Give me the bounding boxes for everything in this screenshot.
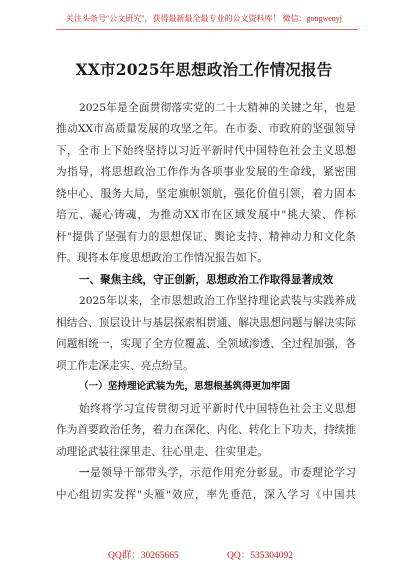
header-notice: 关注头条号"公文研究"，获得最新最全最专业的公文资料库！ 微信：gongwenyj	[65, 14, 343, 23]
body-line: 动理论武装往深里走、往心里走、往实里走。	[56, 446, 268, 458]
body-line: 绕中心、服务大局，坚定旗帜领航，强化价值引领，着力固本	[56, 188, 356, 200]
bold-lead-word: 一	[79, 467, 91, 479]
header-banner	[0, 0, 408, 40]
subsection-heading: （一）坚持理论武装为先，思想根基筑得更加牢固	[79, 381, 291, 392]
footer-qq: QQ：535304092	[227, 551, 293, 561]
body-line: 中心组切实发挥"头雁"效应，率先垂范，深入学习《中国共	[56, 489, 356, 501]
body-line: 杆"提供了坚强有力的思想保证、舆论支持、精神动力和文化条	[56, 231, 356, 243]
body-line: 问题相统一，实现了全方位覆盖、全领域渗透、全过程加强，各	[56, 338, 356, 350]
body-line: 相结合、顶层设计与基层探索相贯通、解决思想问题与解决实际	[56, 317, 356, 329]
body-line: 作为首要政治任务，着力在深化、内化、转化上下功夫，持续推	[56, 424, 356, 436]
document-title: XX市2025年思想政治工作情况报告	[75, 60, 333, 79]
body-line: 件。现将本年度思想政治工作情况报告如下。	[56, 252, 268, 264]
body-line: 项工作走深走实、亮点纷呈。	[56, 360, 194, 372]
body-line	[79, 465, 356, 481]
body-line: 培元、凝心铸魂，为推动XX市在区域发展中"挑大梁、作标	[56, 209, 356, 221]
footer-banner	[0, 547, 408, 561]
header-divider	[56, 29, 358, 30]
footer-qq-group: QQ群：30265665	[108, 551, 179, 561]
body-line: 为指导，将思想政治工作作为各项事业发展的生命线，紧密围	[56, 166, 356, 178]
body-line: 推动XX市高质量发展的攻坚之年。在市委、市政府的坚强领导	[56, 123, 356, 135]
body-line-text: 是领导干部带头学，示范作用充分彰显。市委理论学习	[90, 467, 356, 479]
section-heading: 一、聚焦主线，守正创新，思想政治工作取得显著成效	[79, 274, 334, 286]
body-line: 2025年是全面贯彻落实党的二十大精神的关键之年，也是	[79, 102, 356, 114]
body-line: 2025年以来，全市思想政治工作坚持理论武装与实践养成	[79, 295, 356, 307]
body-line: 下，全市上下始终坚持以习近平新时代中国特色社会主义思想	[56, 145, 356, 157]
body-line: 始终将学习宣传贯彻习近平新时代中国特色社会主义思想	[79, 403, 356, 415]
